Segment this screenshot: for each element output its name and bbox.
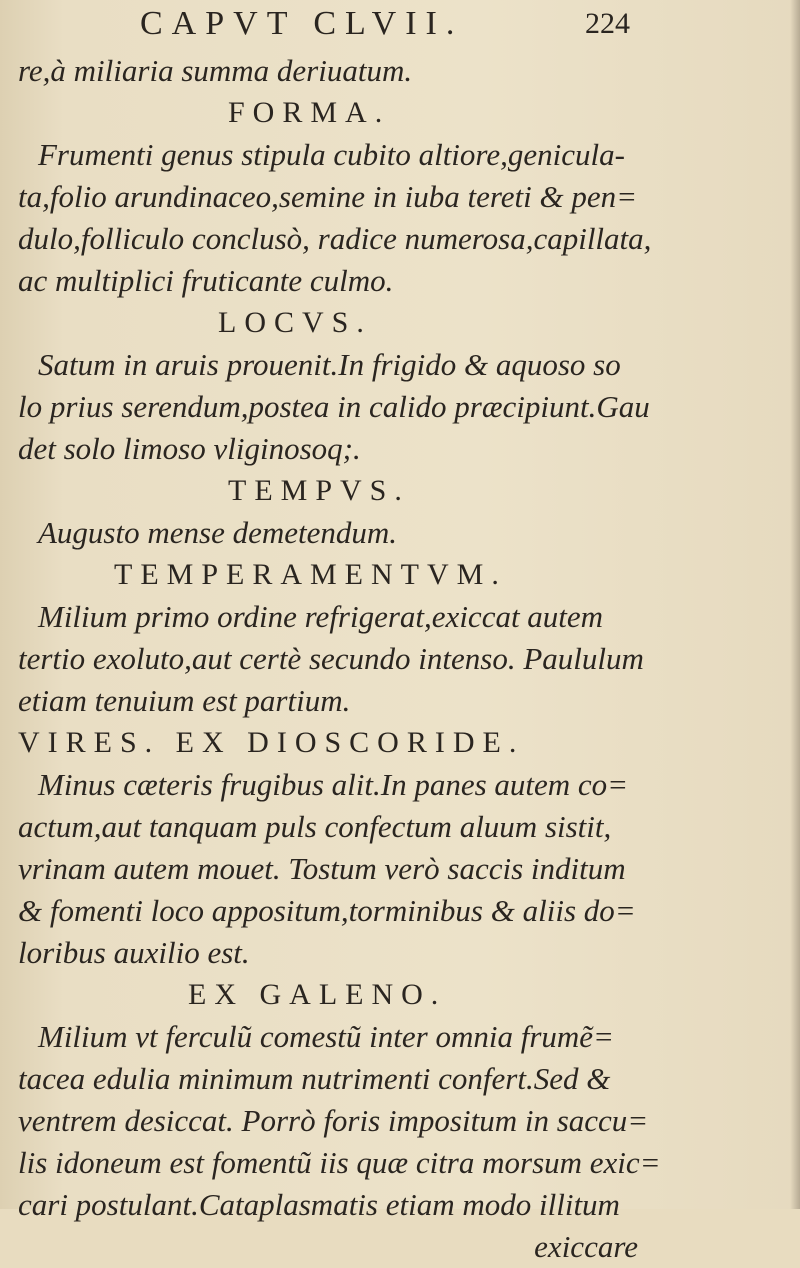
text-line: Satum in aruis prouenit.In frigido & aquoso so [38,347,621,382]
section-heading: TEMPVS. [228,474,410,507]
text-line: lis idoneum est fomentũ iis quæ citra morsum exic= [18,1145,661,1180]
text-line: actum,aut tanquam puls confectum aluum sistit, [18,809,612,844]
text-line: Milium vt ferculũ comestũ inter omnia frumẽ= [38,1019,614,1054]
text-line: cari postulant.Cataplasmatis etiam modo illitum [18,1187,620,1222]
text-line: & fomenti loco appositum,torminibus & aliis do= [18,893,636,928]
section-heading: TEMPERAMENTVM. [114,558,507,591]
section-heading: FORMA. [228,96,391,129]
text-line: etiam tenuium est partium. [18,683,351,718]
text-line: vrinam autem mouet. Tostum verò saccis inditum [18,851,626,886]
text-line: ta,folio arundinaceo,semine in iuba tereti & pen= [18,179,638,214]
text-line: dulo,folliculo conclusò, radice numerosa,capillata, [18,221,652,256]
running-head: CAPVT CLVII. [140,5,464,42]
text-line: lo prius serendum,postea in calido præcipiunt.Gau [18,389,650,424]
page-number: 224 [585,7,630,40]
text-line: det solo limoso vliginosoq;. [18,431,361,466]
section-heading: EX GALENO. [188,978,447,1011]
page-edge-shadow [790,0,800,1209]
text-line: ventrem desiccat. Porrò foris impositum in saccu= [18,1103,649,1138]
text-line: re,à miliaria summa deriuatum. [18,53,413,88]
text-line: ac multiplici fruticante culmo. [18,263,394,298]
text-line: loribus auxilio est. [18,935,250,970]
page-header [140,4,630,44]
text-line: tacea edulia minimum nutrimenti confert.Sed & [18,1061,611,1096]
body-text [18,50,661,1268]
text-line: Minus cæteris frugibus alit.In panes autem co= [38,767,629,802]
catchword: exiccare [534,1229,638,1264]
text-line: Frumenti genus stipula cubito altiore,genicula- [38,137,625,172]
text-line: Milium primo ordine refrigerat,exiccat autem [38,599,604,634]
section-heading: VIRES. EX DIOSCORIDE. [18,726,525,759]
text-line: tertio exoluto,aut certè secundo intenso. Paululum [18,641,644,676]
section-heading: LOCVS. [218,306,372,339]
text-line: Augusto mense demetendum. [38,515,397,550]
